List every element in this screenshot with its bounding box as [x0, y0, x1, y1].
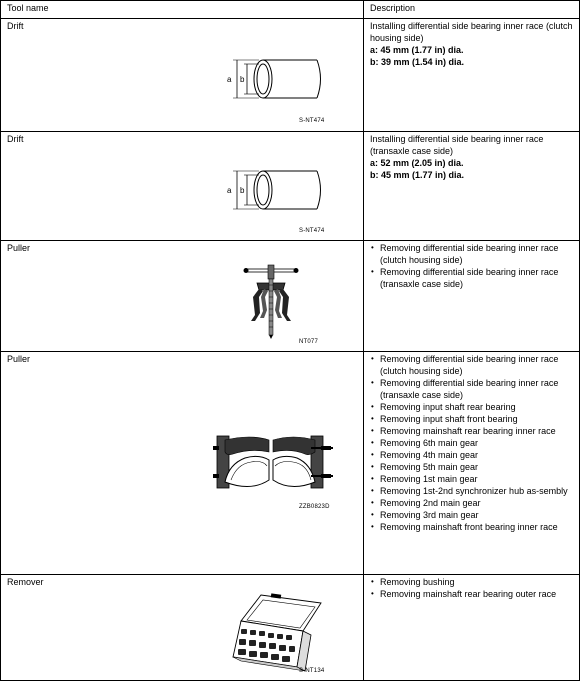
description-text: Installing differential side bearing inner race (transaxle case side)	[370, 134, 544, 156]
spec-a: a: 45 mm (1.77 in) dia.	[370, 45, 464, 55]
drift-icon	[219, 162, 329, 216]
figure-code: S-NT474	[299, 228, 325, 234]
drift-illustration	[219, 162, 329, 216]
description-cell	[364, 19, 580, 132]
list-item: • Removing differential side bearing inner race (clutch housing side)	[370, 353, 573, 377]
bearing-separator-icon	[211, 430, 335, 498]
tool-name-cell	[1, 352, 364, 575]
description-text: Installing differential side bearing inner race (clutch housing side)	[370, 21, 573, 43]
list-item: • Removing differential side bearing inner race (transaxle case side)	[370, 266, 573, 290]
dim-label-a: a	[227, 75, 232, 84]
list-item: • Removing 1st-2nd synchronizer hub as-sembly	[370, 485, 573, 497]
tool-name: Drift	[7, 21, 24, 31]
list-item: • Removing 3rd main gear	[370, 509, 573, 521]
table-row	[1, 575, 580, 681]
tool-name: Puller	[7, 243, 31, 253]
list-item: • Removing input shaft rear bearing	[370, 401, 573, 413]
list-item: • Removing 1st main gear	[370, 473, 573, 485]
drift-icon	[219, 51, 329, 105]
spec-b: b: 45 mm (1.77 in) dia.	[370, 170, 465, 180]
list-item: • Removing mainshaft front bearing inner race	[370, 521, 573, 533]
header-description: Description	[364, 1, 580, 19]
table-row	[1, 241, 580, 352]
description-cell	[364, 575, 580, 681]
usage-list	[370, 242, 573, 290]
figure-code: ZZB0823D	[299, 504, 330, 510]
puller-illustration	[241, 263, 301, 341]
tool-name-cell	[1, 132, 364, 241]
spec-b: b: 39 mm (1.54 in) dia.	[370, 57, 465, 67]
bearing-separator-illustration	[211, 430, 335, 498]
list-item: • Removing 6th main gear	[370, 437, 573, 449]
list-item: • Removing differential side bearing inner race (transaxle case side)	[370, 377, 573, 401]
usage-list	[370, 353, 573, 533]
list-item: • Removing 4th main gear	[370, 449, 573, 461]
list-item: • Removing input shaft front bearing	[370, 413, 573, 425]
description-cell	[364, 241, 580, 352]
dim-label-b: b	[240, 75, 245, 84]
tool-name: Puller	[7, 354, 31, 364]
tool-name: Remover	[7, 577, 44, 587]
tool-name-cell	[1, 241, 364, 352]
list-item: • Removing 5th main gear	[370, 461, 573, 473]
description-cell	[364, 352, 580, 575]
table-header-row	[1, 1, 580, 19]
list-item: • Removing mainshaft rear bearing inner race	[370, 425, 573, 437]
list-item: • Removing 2nd main gear	[370, 497, 573, 509]
table-row	[1, 132, 580, 241]
tool-name-cell	[1, 19, 364, 132]
tool-name: Drift	[7, 134, 24, 144]
gear-puller-icon	[241, 263, 301, 341]
list-item: • Removing bushing	[370, 576, 573, 588]
table-row	[1, 19, 580, 132]
figure-code: S-NT474	[299, 118, 325, 124]
dim-label-a: a	[227, 186, 232, 195]
drift-illustration	[219, 51, 329, 105]
spec-a: a: 52 mm (2.05 in) dia.	[370, 158, 464, 168]
tool-name-cell	[1, 575, 364, 681]
dim-label-b: b	[240, 186, 245, 195]
description-cell	[364, 132, 580, 241]
list-item: • Removing differential side bearing inner race (clutch housing side)	[370, 242, 573, 266]
list-item: • Removing mainshaft rear bearing outer race	[370, 588, 573, 600]
usage-list	[370, 576, 573, 600]
figure-code: S-NT134	[299, 668, 325, 674]
figure-code: NT077	[299, 339, 319, 345]
toolbox-icon	[227, 591, 323, 673]
table-row	[1, 352, 580, 575]
remover-kit-illustration	[227, 591, 323, 673]
header-tool-name: Tool name	[1, 1, 364, 19]
